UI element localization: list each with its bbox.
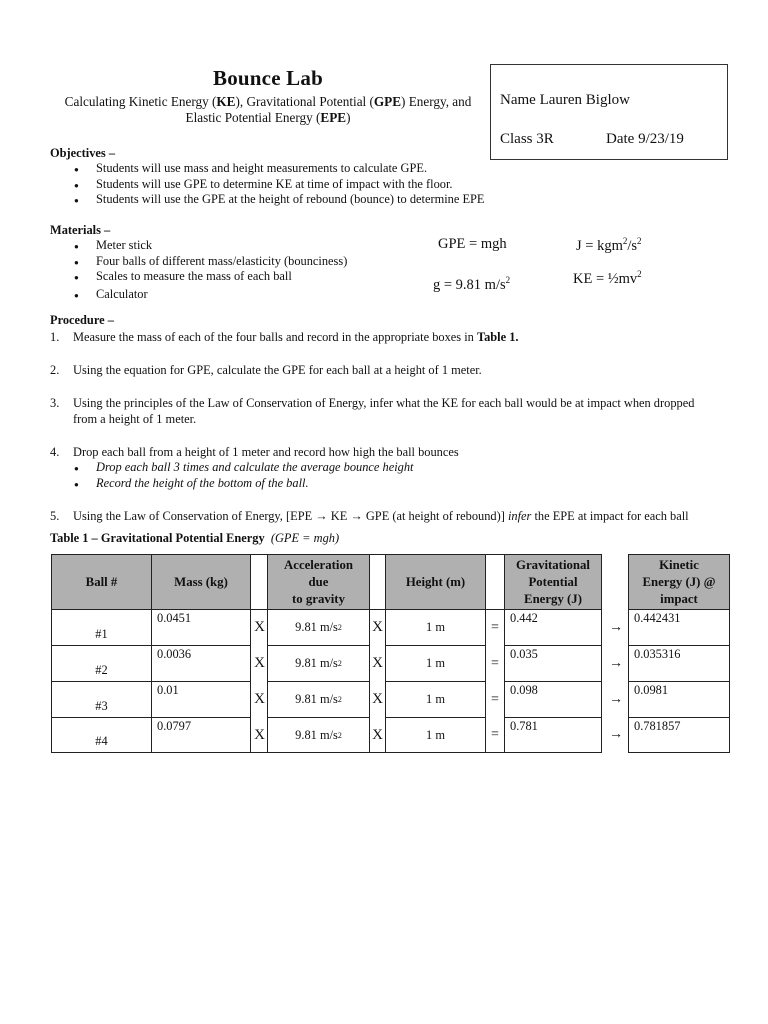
arrow-icon: →	[609, 619, 623, 635]
cell-gpe[interactable]: 0.442	[504, 609, 602, 646]
header-mass: Mass (kg)	[151, 554, 251, 610]
cell-acceleration: 9.81 m/s 2	[267, 681, 370, 718]
arrow-icon: →	[609, 691, 623, 707]
page-title: Bounce Lab	[213, 66, 323, 90]
header-gpe: Gravitational Potential Energy (J)	[504, 554, 602, 610]
list-item: ● Record the height of the bottom of the ball.	[74, 476, 414, 492]
student-class[interactable]: Class 3R	[500, 131, 554, 147]
student-date[interactable]: Date 9/23/19	[606, 131, 684, 147]
table-edge	[369, 609, 386, 610]
ke-equation: KE = $\frac{1}{2}mv^2$	[573, 269, 642, 287]
cell-ball: #1	[51, 609, 152, 646]
procedure-sub-bullets	[74, 460, 414, 491]
header-spacer	[369, 554, 386, 610]
times-operator: X	[372, 691, 383, 707]
cell-height: 1 m	[385, 645, 486, 682]
procedure-step-1: 1. Measure the mass of each of the four balls and record in the appropriate boxes in Table 1.	[50, 330, 519, 344]
page-subtitle: Calculating Kinetic Energy (KE), Gravitational Potential (GPE) Energy, and Elastic Potential Energy (EPE)	[64, 94, 472, 125]
gpe-equation: GPE = mgh	[438, 236, 507, 252]
list-item: ● Students will use the GPE at the height of rebound (bounce) to determine EPE	[74, 192, 485, 208]
table-edge	[251, 609, 268, 610]
cell-gpe[interactable]: 0.781	[504, 717, 602, 753]
header-spacer	[485, 554, 505, 610]
objectives-heading: Objectives –	[50, 146, 116, 160]
materials-heading: Materials –	[50, 223, 111, 237]
list-item: ● Calculator	[74, 287, 347, 303]
equals-operator: =	[491, 655, 499, 671]
student-name[interactable]: Name Lauren Biglow	[500, 92, 630, 108]
joule-equation: $J = kgm^2/s^2$	[576, 236, 642, 254]
times-operator: X	[254, 619, 265, 635]
cell-ball: #4	[51, 717, 152, 753]
list-item: ● Students will use mass and height measurements to calculate GPE.	[74, 161, 485, 177]
list-item: ● Four balls of different mass/elasticity (bounciness)	[74, 254, 347, 270]
cell-mass[interactable]: 0.0797	[151, 717, 251, 753]
times-operator: X	[254, 726, 265, 743]
cell-height: 1 m	[385, 681, 486, 718]
cell-mass[interactable]: 0.0036	[151, 645, 251, 682]
cell-gpe[interactable]: 0.035	[504, 645, 602, 682]
procedure-step-2: 2. Using the equation for GPE, calculate the GPE for each ball at a height of 1 meter.	[50, 363, 482, 377]
objectives-list	[74, 161, 485, 208]
times-operator: X	[254, 655, 265, 671]
cell-acceleration: 9.81 m/s 2	[267, 645, 370, 682]
table-caption: Table 1 – Gravitational Potential Energy (GPE = mgh)	[50, 531, 340, 545]
times-operator: X	[254, 691, 265, 707]
cell-mass[interactable]: 0.0451	[151, 609, 251, 646]
procedure-step-3: 3. Using the principles of the Law of Conservation of Energy, infer what the KE for each ball would be at impact when dropped from a height of 1 meter.	[50, 396, 695, 426]
cell-ke[interactable]: 0.0981	[628, 681, 730, 718]
student-info-box	[490, 64, 728, 160]
equals-operator: =	[491, 691, 499, 707]
cell-acceleration: 9.81 m/s 2	[267, 717, 370, 753]
header-spacer	[251, 554, 268, 610]
list-item: ● Scales to measure the mass of each ball	[74, 269, 347, 285]
materials-list	[74, 238, 347, 302]
cell-ke[interactable]: 0.442431	[628, 609, 730, 646]
gravity-equation: g = 9.81 $m/s^2$	[433, 275, 511, 293]
times-operator: X	[372, 726, 383, 743]
cell-height: 1 m	[385, 717, 486, 753]
table-edge	[369, 752, 386, 753]
cell-ball: #2	[51, 645, 152, 682]
cell-gpe[interactable]: 0.098	[504, 681, 602, 718]
procedure-heading: Procedure –	[50, 313, 114, 327]
table-edge	[485, 752, 505, 753]
times-operator: X	[372, 655, 383, 671]
arrow-icon: →	[609, 655, 623, 671]
header-acceleration: Acceleration due to gravity	[267, 554, 370, 610]
cell-acceleration: 9.81 m/s 2	[267, 609, 370, 646]
header-ball: Ball #	[51, 554, 152, 610]
cell-height: 1 m	[385, 609, 486, 646]
times-operator: X	[372, 619, 383, 635]
equals-operator: =	[491, 727, 499, 742]
table-edge	[485, 609, 505, 610]
procedure-step-4: 4. Drop each ball from a height of 1 meter and record how high the ball bounces	[50, 445, 459, 459]
equals-operator: =	[491, 619, 499, 635]
arrow-icon: →	[609, 727, 623, 742]
table-edge	[251, 752, 268, 753]
list-item: ● Students will use GPE to determine KE at time of impact with the floor.	[74, 177, 485, 193]
list-item: ● Meter stick	[74, 238, 347, 254]
header-height: Height (m)	[385, 554, 486, 610]
list-item: ● Drop each ball 3 times and calculate the average bounce height	[74, 460, 414, 476]
procedure-step-5: 5. Using the Law of Conservation of Energy, [EPE → KE → GPE (at height of rebound)] infer the EPE at impact for each ball	[50, 509, 689, 523]
cell-ke[interactable]: 0.035316	[628, 645, 730, 682]
cell-ball: #3	[51, 681, 152, 718]
cell-ke[interactable]: 0.781857	[628, 717, 730, 753]
cell-mass[interactable]: 0.01	[151, 681, 251, 718]
header-ke: Kinetic Energy (J) @ impact	[628, 554, 730, 610]
